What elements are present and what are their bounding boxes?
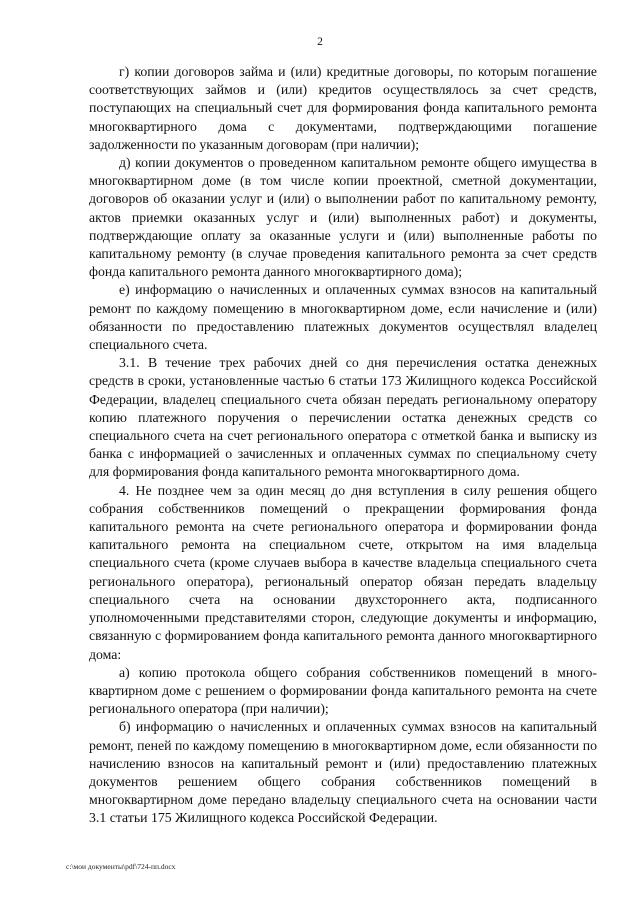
paragraph-e-contributions-info: е) информацию о начисленных и оплаченных суммах взносов на капитальный ремонт по каждому помещению в многоквартирном доме, если начисление и (или) обязанности по предоставлению платежных документов осуществлял владелец специального счета. [89, 282, 597, 353]
paragraph-4-handover: 4. Не позднее чем за один месяц до дня вступления в силу решения общего собрания собственников помещений о прекращении формирования фонда капитального ремонта на счете регионального оператора и формировании фонда капитального ремонта на специальном счете, открытом на имя владельца специального счета (кроме случаев выбора в качестве владельца специального счета регионального оператора), региональный оператор обязан передать владельцу специального счета на основании двухстороннего акта, подписанного уполномоченными представителями сторон, следующие документы и информацию, связанную с формированием фонда капитального ремонта данного многоквартирного дома: [89, 482, 597, 662]
document-body [89, 63, 597, 828]
footer-file-path: c:\мои документы\pdf\724-пп.docx [66, 862, 176, 871]
paragraph-b-contributions-penalties: б) информацию о начисленных и оплаченных суммах взносов на капитальный ремонт, пеней по каждому помещению в многоквартирном доме, если обязанности по начислению взносов на капитальный ремонт и (или) предоставлению платежных документов решением общего собрания собственников помещений в многоквартирном доме передано владельцу специального счета на основании части 3.1 статьи 175 Жилищного кодекса Российской Федерации. [89, 719, 597, 826]
paragraph-d-repair-documents: д) копии документов о проведенном капитальном ремонте общего имущества в многоквартирном доме (в том числе копии проектной, сметной документации, договоров об оказании услуг и (или) о выполнении работ по капитальному ремонту, актов приемки оказанных услуг и (или) выполненных работ) и документы, подтверждающие оплату за оказанные услуги и (или) выполненные работы по капитальному ремонту (в случае проведения капитального ремонта за счет средств фонда капитального ремонта данного многоквартирного дома); [89, 155, 597, 280]
paragraph-3-1-transfer: 3.1. В течение трех рабочих дней со дня перечисления остатка денежных средств в сроки, установленные частью 6 статьи 173 Жилищного кодекса Российской Федерации, владелец специального счета обязан передать региональному оператору копию платежного поручения о перечислении остатка денежных средств со специального счета на счет регионального оператора с отметкой банка и выписку из банка с информацией о зачисленных и оплаченных суммах по специальному счету для формирования фонда капитального ремонта многоквартирного дома. [89, 355, 597, 480]
page-number: 2 [317, 36, 323, 48]
paragraph-g-loan-contracts: г) копии договоров займа и (или) кредитные договоры, по которым погашение соответствующих займов и (или) кредитов осуществлялось за счет средств, поступающих на специальный счет для формирования фонда капитального ремонта многоквартирного дома с документами, подтверждающими погашение задолженности по указанным договорам (при наличии); [89, 64, 597, 152]
paragraph-a-protocol-copy: а) копию протокола общего собрания собственников помещений в многоквартирном доме с решением о формировании фонда капитального ремонта на счете регионального оператора (при наличии); [89, 664, 597, 717]
